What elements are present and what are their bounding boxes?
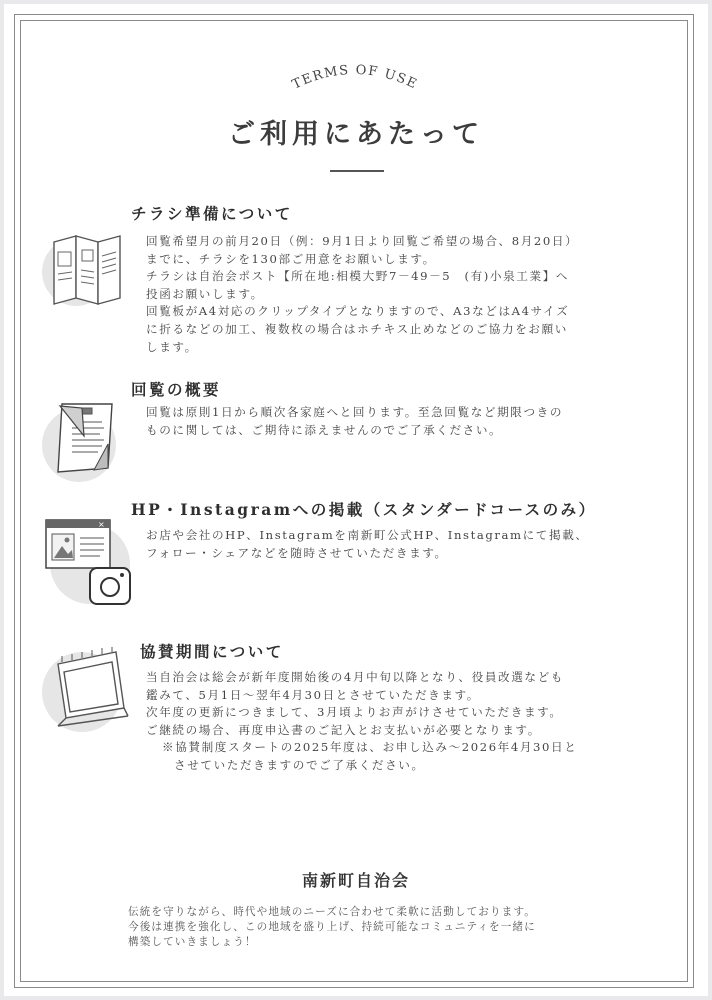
calendar-icon [42,646,132,732]
title-divider [330,170,384,172]
svg-text:TERMS OF USE [290,63,420,93]
body-line: 回覧板がA4対応のクリップタイプとなりますので、A3などはA4サイズ [146,304,570,319]
section-body-web [146,527,589,562]
body-line: します。 [146,339,198,354]
footer-line: 構築していきましょう！ [128,936,257,948]
section-body-flyer [146,233,578,356]
body-line: ご継続の場合、再度申込書のご記入とお支払いが必要となります。 [146,722,541,737]
section-heading-circulation: 回覧の概要 [131,380,222,399]
footer-line: 今後は連携を強化し、この地域を盛り上げ、持続可能なコミュニティを一緒に [128,921,536,933]
section-body-period [146,669,577,775]
section-heading-web: HP・Instagramへの掲載（スタンダードコースのみ） [131,500,597,519]
body-line: までに、チラシを130部ご用意をお願いします。 [146,251,436,266]
document-page-icon [42,398,132,480]
organization-name: 南新町自治会 [301,871,410,890]
arc-subtitle-text: TERMS OF USE [289,62,421,93]
body-line: に折るなどの加工、複数枚の場合はホチキス止めなどのご協力をお願い [146,321,568,336]
body-line: 鑑みて、5月1日～翌年4月30日とさせていただきます。 [146,687,480,702]
footer-line: 伝統を守りながら、時代や地域のニーズに合わせて柔軟に活動しております。 [128,906,536,918]
body-line: 投函お願いします。 [146,286,264,301]
body-line: お店や会社のHP、Instagramを南新町公式HP、Instagramにて掲載、 [146,528,589,542]
flyer-icon [42,228,132,308]
body-line: チラシは自治会ポスト【所在地:相模大野7－49－5 (有)小泉工業】へ [146,269,570,284]
note-line: させていただきますのでご了承ください。 [174,757,425,772]
arc-subtitle [260,48,450,104]
body-line: 次年度の更新につきまして、3月頃よりお声がけさせていただきます。 [146,705,563,720]
body-line: 回覧は原則1日から順次各家庭へと回ります。至急回覧など期限つきの [146,405,564,419]
body-line: 回覧希望月の前月20日（例：9月1日より回覧ご希望の場合、8月20日） [146,234,579,248]
page-title: ご利用にあたって [228,119,484,150]
web-camera-icon [42,516,134,610]
body-line: フォロー・シェアなどを随時させていただきます。 [146,545,448,560]
footer-message [128,905,618,950]
body-line: 当自治会は総会が新年度開始後の4月中旬以降となり、役員改選なども [146,670,564,684]
section-heading-flyer: チラシ準備について [131,204,293,223]
note-line: ※協賛制度スタートの2025年度は、お申し込み～2026年4月30日と [162,740,578,755]
section-heading-period: 協賛期間について [140,642,284,661]
body-line: ものに関しては、ご期待に添えませんのでご了承ください。 [146,422,503,437]
section-body-circulation [146,404,563,439]
svg-text:×: × [98,520,105,529]
